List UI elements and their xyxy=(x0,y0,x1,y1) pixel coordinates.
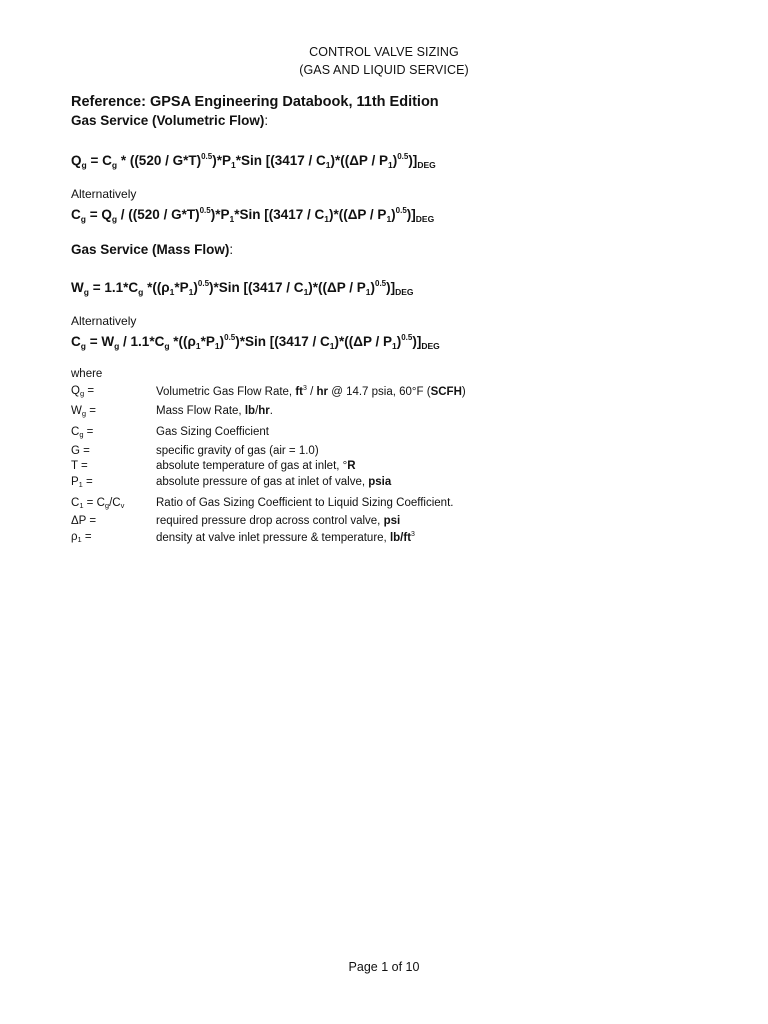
document-subtitle: (GAS AND LIQUID SERVICE) xyxy=(299,63,469,77)
legend-symbol: $C_1 = C_g/C_v$ xyxy=(71,497,125,510)
legend-description: specific gravity of gas (air = 1.0) xyxy=(156,445,319,457)
gas-mass-heading-text: Gas Service (Mass Flow) xyxy=(71,242,230,257)
heading-colon: : xyxy=(229,242,234,257)
legend-symbol: $C_g$ = xyxy=(71,426,94,439)
legend-symbol: $Q_g$ = xyxy=(71,385,95,398)
heading-colon: : xyxy=(264,113,269,128)
legend-row-cg xyxy=(0,426,768,442)
equation-cg-volumetric: $C_g = Q_g / ((520 / G*T)^{0.5})*P_1*Sin$ $[(3417 / C_1)*((\Delta P / P_1)^{0.5})]_{DEG}$ xyxy=(71,206,435,224)
legend-row-delta-p xyxy=(0,515,768,531)
legend-description: density at valve inlet pressure & temperature, $lb/ft^3$ xyxy=(156,531,415,544)
legend-row-g xyxy=(0,445,768,461)
legend-description: absolute temperature of gas at inlet, °R xyxy=(156,460,356,472)
legend-symbol: G = xyxy=(71,445,90,457)
legend-description: Gas Sizing Coefficient xyxy=(156,426,269,438)
equation-cg-mass: $C_g = W_g / 1.1*C_g$ $*((\rho_1*P_1)^{0.5})*Sin$ $[(3417 / C_1)*((\Delta P / P_1)^{0.5})]_{DEG}$ xyxy=(71,333,440,351)
equation-wg: $W_g = 1.1*C_g$ $*((\rho_1*P_1)^{0.5})*Sin$ $[(3417 / C_1)*((\Delta P / P_1)^{0.5})]_{DEG}$ xyxy=(71,279,414,297)
gas-volumetric-heading-text: Gas Service (Volumetric Flow) xyxy=(71,113,265,128)
legend-description: Mass Flow Rate, lb/hr. xyxy=(156,405,273,417)
legend-description: absolute pressure of gas at inlet of valve, psia xyxy=(156,476,392,488)
legend-symbol: T = xyxy=(71,460,88,472)
legend-description: required pressure drop across control valve, psi xyxy=(156,515,401,527)
legend-symbol: $P_1$ = xyxy=(71,476,93,489)
legend-row-qg xyxy=(0,385,768,401)
alternatively-label-2: Alternatively xyxy=(71,314,137,328)
page-number: Page 1 of 10 xyxy=(348,960,420,974)
legend-row-t xyxy=(0,460,768,476)
legend-symbol: $W_g$ = xyxy=(71,405,96,418)
alternatively-label-1: Alternatively xyxy=(71,187,137,201)
legend-symbol: ΔP = xyxy=(71,515,97,527)
reference-heading: Reference: GPSA Engineering Databook, 11th Edition xyxy=(71,94,439,110)
legend-row-c1 xyxy=(0,497,768,513)
gas-mass-heading xyxy=(71,242,233,257)
document-title: CONTROL VALVE SIZING xyxy=(309,45,459,59)
legend-row-p1 xyxy=(0,476,768,492)
legend-description: Volumetric Gas Flow Rate, $ft^3$ / hr @ 14.7 psia, 60°F (SCFH) xyxy=(156,385,466,398)
gas-volumetric-heading xyxy=(71,113,268,128)
legend-row-rho1 xyxy=(0,531,768,547)
where-label: where xyxy=(71,368,103,380)
legend-row-wg xyxy=(0,405,768,421)
legend-description: Ratio of Gas Sizing Coefficient to Liquid Sizing Coefficient. xyxy=(156,497,454,509)
equation-qg: $Q_g = C_g * ((520 / G*T)^{0.5})*P_1*Sin$ $[(3417 / C_1)*((\Delta P / P_1)^{0.5})]_{DEG}$ xyxy=(71,152,436,170)
legend-symbol: $\rho_1$ = xyxy=(71,531,92,544)
